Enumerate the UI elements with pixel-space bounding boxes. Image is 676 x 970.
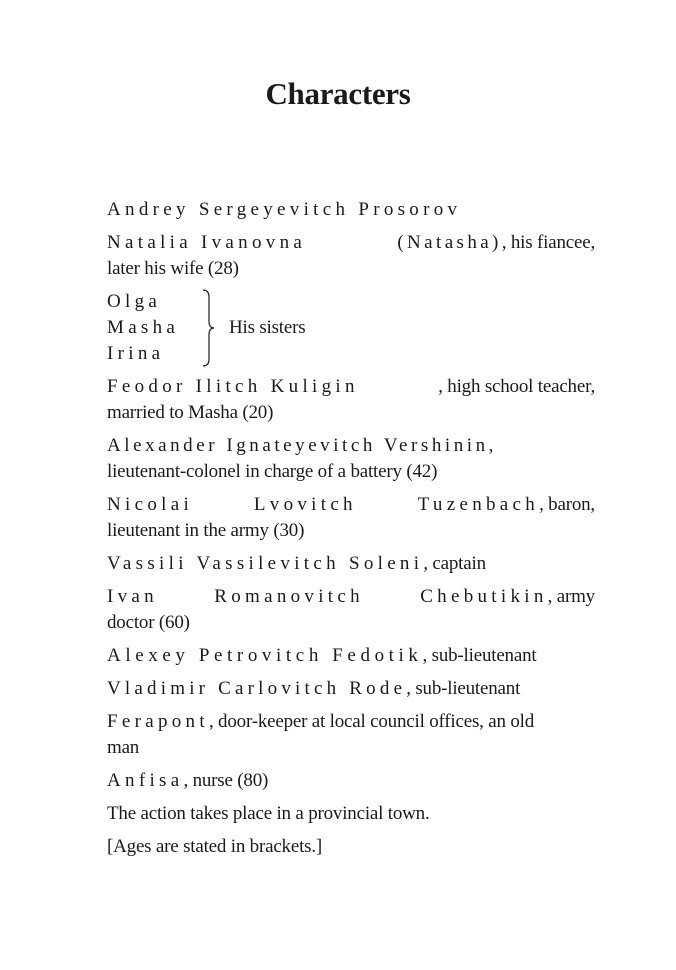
- character-name-last: Chebutikin: [420, 586, 548, 607]
- character-description: , high school teacher,: [438, 376, 595, 397]
- curly-brace-icon: [202, 289, 216, 367]
- character-description: , captain: [423, 553, 486, 574]
- character-line: [107, 374, 595, 400]
- character-name-middle: Lvovitch: [253, 494, 357, 515]
- character-description: , sub-lieutenant: [406, 678, 521, 699]
- character-nicolai: [107, 492, 595, 544]
- character-alexander: [107, 433, 595, 485]
- character-name-first: Ivan: [107, 586, 158, 607]
- character-name: Ferapont: [107, 711, 209, 732]
- character-description-continued: lieutenant-colonel in charge of a battery (42): [107, 461, 438, 482]
- character-description-continued: lieutenant in the army (30): [107, 520, 305, 541]
- character-description: , his fiancee,: [501, 232, 595, 253]
- character-line: [107, 492, 595, 518]
- character-anfisa: [107, 768, 595, 794]
- character-description-continued: married to Masha (20): [107, 402, 274, 423]
- character-description-continued: doctor (60): [107, 612, 190, 633]
- character-description-continued: later his wife (28): [107, 258, 239, 279]
- character-alexey: [107, 643, 595, 669]
- character-description: , army: [547, 586, 595, 607]
- character-description: , nurse (80): [183, 770, 269, 791]
- group-label: His sisters: [229, 317, 306, 338]
- ages-note: [Ages are stated in brackets.]: [107, 836, 323, 857]
- character-name: Anfisa: [107, 770, 184, 791]
- character-name-last: Tuzenbach: [417, 494, 540, 515]
- character-description-continued: man: [107, 737, 140, 758]
- character-feodor: [107, 374, 595, 426]
- setting-note: The action takes place in a provincial town.: [107, 803, 430, 824]
- character-name: Andrey Sergeyevitch Prosorov: [107, 199, 462, 220]
- character-alias-group: [397, 230, 595, 256]
- character-name-first: Nicolai: [107, 494, 194, 515]
- character-name-masha: Masha: [107, 317, 180, 338]
- character-name-irina: Irina: [107, 343, 165, 364]
- character-name-middle: Romanovitch: [214, 586, 364, 607]
- character-vassili: [107, 551, 595, 577]
- character-line: [107, 230, 595, 256]
- character-description: ,: [488, 435, 494, 456]
- character-name: Vassili Vassilevitch Soleni: [107, 553, 424, 574]
- character-line: [107, 433, 595, 459]
- character-description: , door-keeper at local council offices, an old: [208, 711, 535, 732]
- character-ferapont: [107, 709, 595, 761]
- character-description: , baron,: [539, 494, 595, 515]
- character-name: Natalia Ivanovna: [107, 232, 307, 253]
- character-line: [107, 584, 595, 610]
- page-title: Characters: [265, 76, 411, 111]
- character-group-sisters: [107, 289, 595, 369]
- character-name: Alexander Ignateyevitch Vershinin: [107, 435, 489, 456]
- character-natalia: [107, 230, 595, 282]
- character-name-olga: Olga: [107, 291, 162, 312]
- character-alias: (Natasha): [397, 232, 502, 253]
- character-vladimir: [107, 676, 595, 702]
- character-name: Vladimir Carlovitch Rode: [107, 678, 407, 699]
- character-name: Alexey Petrovitch Fedotik: [107, 645, 423, 666]
- character-description: , sub-lieutenant: [422, 645, 537, 666]
- character-line: [107, 709, 595, 735]
- character-name-last-group: [420, 584, 595, 610]
- character-andrey: [107, 197, 595, 223]
- character-list: [107, 197, 595, 867]
- character-name-last-group: [418, 492, 595, 518]
- character-ivan: [107, 584, 595, 636]
- character-name: Feodor Ilitch Kuligin: [107, 376, 359, 397]
